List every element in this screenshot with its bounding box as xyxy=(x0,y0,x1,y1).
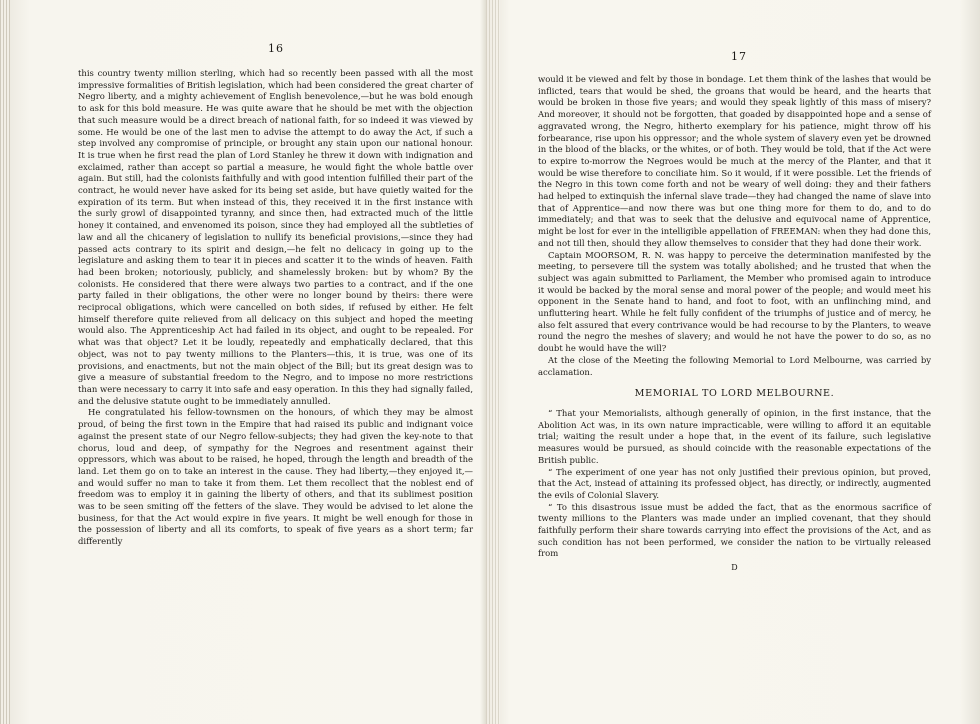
right-paragraph-2: Captain MOORSOM, R. N. was happy to perceive the determination manifested by the meeting, to persevere till the system was totally abolished; and he trusted that when the subject was again submitted to Parliament, the Member who promised again to introduce it would be backed by the moral sense and moral power of the people; and would meet his opponent in the Senate hand to hand, and foot to foot, with an unflinching mind, and unfluttering heart. While he felt fully confident of the triumphs of justice and of mercy, he also felt assured that every contrivance would be had recourse to by the Planters, to weave round the negro the meshes of slavery; and would he not have the power to do so, as no doubt he would have the will? xyxy=(538,249,931,354)
page-number-right: 17 xyxy=(731,50,747,63)
signature-mark: D xyxy=(731,563,738,573)
left-paragraph-1: this country twenty million sterling, which had so recently been passed with all the most impressive formalities of British legislation, which had been considered the great charter of Negro liberty, and a mighty achievement of English benevolence,—but he was bold enough to ask for this bold measure. He was quite aware that he should be met with the objection that such measure would be a direct breach of national faith, for so indeed it was viewed by some. He would be one of the last men to advise the attempt to do away the Act, if such a step involved any compromise of principle, or brought any stain upon our national honour. It is true when he first read the plan of Lord Stanley he threw it down with indignation and exclaimed, rather than accept so partial a measure, he would fight the whole battle over again. But still, had the colonists faithfully and with good intention fulfilled their part of the contract, he would never have asked for its being set aside, but have quietly waited for the expiration of its term. But when instead of this, they received it in the first instance with the surly growl of disappointed tyranny, and since then, had extracted much of the little honey it contained, and envenomed its poison, since they had employed all the subtleties of law and all the chicanery of legislation to nullify its beneficial provisions,—since they had passed acts contrary to its spirit and design,—he felt no delicacy in going up to the legislature and asking them to tear it in pieces and scatter it to the winds of heaven. Faith had been broken; notoriously, publicly, and shamelessly broken: but by whom? By the colonists. He considered that there were always two parties to a contract, and if the one party failed in their obligations, the other were no longer bound by theirs: there were reciprocal obligations, which were cancelled on both sides, if refused by either. He felt himself therefore quite relieved from all delicacy on this subject and hoped the meeting would also. The Apprenticeship Act had failed in its object, and ought to be repealed. For what was that object? Let it be loudly, repeatedly and emphatically declared, that this object, was not to pay twenty millions to the Planters—this, it is true, was one of its provisions, and enactments, but not the main object of the Bill; but its great design was to give a measure of substantial freedom to the Negro, and to impose no more restrictions than were necessary to carry it into safe and easy operation. In this they had signally failed, and the delusive statute ought to be immediately annulled. xyxy=(78,68,473,406)
left-paragraph-2: He congratulated his fellow-townsmen on the honours, of which they may be almost proud, of being the first town in the Empire that had raised its public and indignant voice against the present state of our Negro fellow-subjects; they had given the key-note to that chorus, loud and deep, of sympathy for the Negroes and resentment against their oppressors, which was about to be raised, he hoped, through the length and breadth of the land. Let them go on to take an interest in the cause. They had liberty,—they enjoyed it,—and would suffer no man to take it from them. Let them recollect that the noblest end of freedom was to employ it in gaining the liberty of others, and that its sublimest position was to be seen smiting off the fetters of the slave. They would be advised to let alone the business, for that the Act would expire in five years. It might be well enough for those in the possession of liberty and all its comforts, to speak of five years as a short term; far differently xyxy=(78,407,473,547)
left-page-text xyxy=(78,68,473,548)
left-page xyxy=(78,0,473,724)
right-paragraph-3: At the close of the Meeting the following Memorial to Lord Melbourne, was carried by acclamation. xyxy=(538,354,931,377)
memorial-paragraph-1: “ That your Memorialists, although generally of opinion, in the first instance, that the Abolition Act was, in its own nature impracticable, were willing to afford it an equitable trial; waiting the result under a hope that, in the event of its failure, such legislative measures would be pursued, as should coincide with the reasonable expectations of the British public. xyxy=(538,407,931,465)
memorial-paragraph-2: “ The experiment of one year has not only justified their previous opinion, but proved, that the Act, instead of attaining its professed object, has directly, or indirectly, augmented the evils of Colonial Slavery. xyxy=(538,466,931,500)
memorial-heading: MEMORIAL TO LORD MELBOURNE. xyxy=(634,388,835,400)
page-number-left: 16 xyxy=(268,42,284,55)
book-gutter xyxy=(486,0,500,724)
page-edge xyxy=(0,0,10,724)
right-page xyxy=(538,0,931,724)
right-page-text xyxy=(538,74,931,574)
memorial-paragraph-3: “ To this disastrous issue must be added the fact, that as the enormous sacrifice of twenty millions to the Planters was made under an implied covenant, that they should faithfully perform their share towards carrying into effect the provisions of the Act, and as such condition has not been performed, we consider the nation to be virtually released from xyxy=(538,501,931,559)
right-paragraph-1: would it be viewed and felt by those in bondage. Let them think of the lashes that would be inflicted, tears that would be shed, the groans that would be heard, and the hearts that would be broken in those five years; and would they speak lightly of this mass of misery? And moreover, it should not be forgotten, that goaded by disappointed hope and a sense of aggravated wrong, the Negro, hitherto exemplary for his patience, might throw off his forbearance, rise upon his oppressor; and the whole system of slavery even yet be drowned in the blood of the blacks, or the whites, or of both. They would be told, that if the Act were to expire to-morrow the Negroes would be much at the mercy of the Planter, and that it would be wise therefore to conciliate him. So it would, if it were possible. Let the friends of the Negro in this town come forth and not be weary of well doing: they and their fathers had helped to extinquish the infernal slave trade—they had changed the name of slave into that of Apprentice—and now there was but one thing more for them to do, and to do immediately; and that was to seek that the delusive and equivocal name of Apprentice, might be lost for ever in the intelligible appellation of FREEMAN: when they had done this, and not till then, should they allow themselves to consider that they had done their work. xyxy=(538,74,931,248)
